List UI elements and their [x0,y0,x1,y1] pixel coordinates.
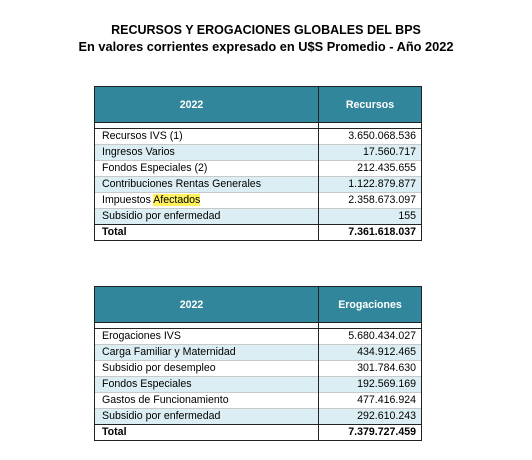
table-row [95,145,422,161]
total-label: Total [95,425,319,441]
row-value: 1.122.879.877 [319,177,422,193]
row-label: Contribuciones Rentas Generales [95,177,319,193]
highlighted-text: Afectados [153,194,201,206]
table-row [95,209,422,225]
report-subtitle: En valores corrientes expresado en U$S Promedio - Año 2022 [78,39,454,54]
recursos-year-header: 2022 [95,87,319,123]
erogaciones-table [94,286,422,441]
row-label: Subsidio por enfermedad [95,409,319,425]
total-row [95,425,422,441]
table-row [95,129,422,145]
row-value: 17.560.717 [319,145,422,161]
row-value: 477.416.924 [319,393,422,409]
table-row [95,193,422,209]
report-title: RECURSOS Y EROGACIONES GLOBALES DEL BPS [111,23,421,37]
row-label: Gastos de Funcionamiento [95,393,319,409]
row-label: Recursos IVS (1) [95,129,319,145]
erogaciones-value-header: Erogaciones [319,287,422,323]
table-row [95,409,422,425]
table-row [95,345,422,361]
row-label [95,193,319,209]
erogaciones-header-row [95,287,422,323]
total-row [95,225,422,241]
table-row [95,329,422,345]
table-row [95,377,422,393]
recursos-table [94,86,422,241]
row-label: Fondos Especiales [95,377,319,393]
table-row [95,161,422,177]
row-value: 192.569.169 [319,377,422,393]
row-label: Erogaciones IVS [95,329,319,345]
row-label: Carga Familiar y Maternidad [95,345,319,361]
table-row [95,177,422,193]
row-value: 3.650.068.536 [319,129,422,145]
row-label: Subsidio por desempleo [95,361,319,377]
row-label: Subsidio por enfermedad [95,209,319,225]
table-row [95,393,422,409]
row-value: 301.784.630 [319,361,422,377]
recursos-header-row [95,87,422,123]
row-value: 292.610.243 [319,409,422,425]
total-value: 7.361.618.037 [319,225,422,241]
row-label: Fondos Especiales (2) [95,161,319,177]
row-label-prefix: Impuestos [102,194,154,206]
row-value: 212.435.655 [319,161,422,177]
total-value: 7.379.727.459 [319,425,422,441]
table-row [95,361,422,377]
row-value: 5.680.434.027 [319,329,422,345]
total-label: Total [95,225,319,241]
row-value: 434.912.465 [319,345,422,361]
recursos-value-header: Recursos [319,87,422,123]
row-value: 2.358.673.097 [319,193,422,209]
row-label: Ingresos Varios [95,145,319,161]
row-value: 155 [319,209,422,225]
erogaciones-year-header: 2022 [95,287,319,323]
